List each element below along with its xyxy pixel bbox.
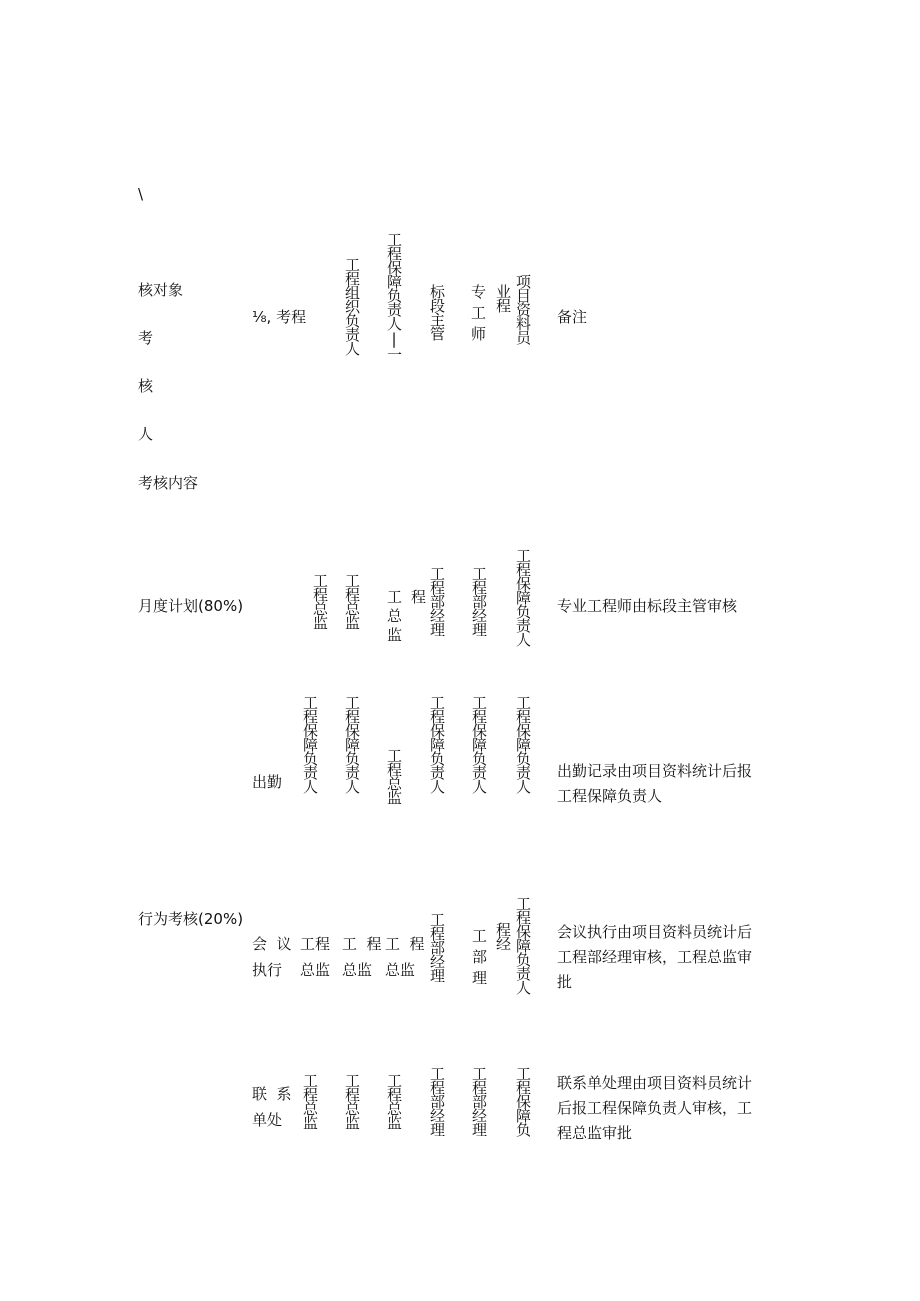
- row-meeting-label-line-1: 会 议: [252, 935, 292, 953]
- row-attendance-label: 出勤: [252, 773, 283, 791]
- row-monthly-label: 月度计划(80%): [138, 597, 244, 615]
- col-records-header: 项目资料员: [514, 274, 532, 344]
- row-meeting-note-line-2: 工程部经理审核，工程总监审: [557, 948, 753, 966]
- col-major-header-a: 专工师: [469, 284, 487, 347]
- row-attendance-cell-1: 工程保障负责人: [301, 695, 319, 793]
- row-meeting-cell-3b: 总监: [385, 961, 416, 979]
- col-guarantee-header: 工程保障负责人|一: [385, 232, 403, 361]
- row-meeting-cell-6: 工程保障负责人: [514, 896, 532, 994]
- row-meeting-note: [557, 920, 752, 995]
- row-attendance-cell-6: 工程保障负责人: [514, 695, 532, 793]
- row-attendance-note-line-2: 工程保障负责人: [557, 787, 663, 805]
- row-meeting-cell-5b: 程经: [494, 922, 512, 950]
- row-monthly-cell-1: 工程总监: [311, 573, 329, 629]
- row-liaison-cell-2: 工程总监: [343, 1073, 361, 1129]
- row-attendance-note-line-1: 出勤记录由项目资料统计后报: [557, 762, 753, 780]
- assessor-char-2: 核: [138, 377, 154, 395]
- row-liaison-cell-5: 工程部经理: [470, 1066, 488, 1136]
- row-liaison-note-line-2: 后报工程保障负责人审核，工: [557, 1099, 753, 1117]
- col-org-header: 工程组织负责人: [343, 257, 361, 355]
- row-liaison-cell-6: 工程保障负: [514, 1066, 532, 1136]
- target-label: 核对象: [138, 281, 184, 299]
- row-attendance-cell-4: 工程保障负责人: [428, 695, 446, 793]
- row-liaison-note-line-3: 程总监审批: [557, 1124, 633, 1142]
- row-monthly-cell-5: 工程部经理: [470, 566, 488, 636]
- row-liaison-cell-1: 工程总监: [301, 1073, 319, 1129]
- row-meeting-cell-4: 工程部经理: [428, 912, 446, 982]
- row-liaison-note: [557, 1071, 752, 1146]
- row-liaison-label-line-1: 联 系: [252, 1085, 292, 1103]
- row-monthly-cell-2: 工程总监: [343, 573, 361, 629]
- row-meeting-note-line-1: 会议执行由项目资料员统计后: [557, 923, 753, 941]
- assessor-char-1: 考: [138, 329, 154, 347]
- row-meeting-cell-2a: 工 程: [342, 935, 382, 953]
- row-attendance-note: [557, 759, 752, 809]
- slash-mark: \: [138, 185, 144, 203]
- col-notes-header: 备注: [557, 308, 588, 326]
- row-meeting-note-line-3: 批: [557, 973, 573, 991]
- row-liaison-label-line-2: 单处: [252, 1111, 283, 1129]
- row-meeting-label-line-2: 执行: [252, 961, 283, 979]
- assessor-char-3: 人: [138, 425, 154, 443]
- row-attendance-cell-3: 工程总监: [385, 748, 403, 804]
- col-major-header-b: 业程: [494, 284, 512, 312]
- row-behavior-label: 行为考核(20%): [138, 910, 244, 928]
- item-label: ⅛, 考程: [252, 308, 307, 326]
- row-meeting-cell-1a: 工程: [300, 935, 331, 953]
- row-monthly-cell-6: 工程保障负责人: [514, 548, 532, 646]
- content-label: 考核内容: [138, 474, 199, 492]
- row-meeting-cell-2b: 总监: [342, 961, 373, 979]
- row-monthly-cell-3b: 程: [409, 589, 427, 603]
- row-liaison-note-line-1: 联系单处理由项目资料员统计: [557, 1074, 753, 1092]
- row-monthly-note: 专业工程师由标段主管审核: [557, 597, 738, 615]
- row-monthly-cell-3a: 工总监: [385, 589, 403, 646]
- row-attendance-cell-5: 工程保障负责人: [470, 695, 488, 793]
- row-meeting-cell-1b: 总监: [300, 961, 331, 979]
- col-section-header: 标段主管: [428, 284, 446, 340]
- row-meeting-cell-5a: 工部理: [470, 928, 488, 991]
- row-attendance-cell-2: 工程保障负责人: [343, 695, 361, 793]
- row-liaison-cell-3: 工程总监: [385, 1073, 403, 1129]
- row-liaison-cell-4: 工程部经理: [428, 1066, 446, 1136]
- row-meeting-cell-3a: 工 程: [385, 935, 425, 953]
- row-monthly-cell-4: 工程部经理: [428, 566, 446, 636]
